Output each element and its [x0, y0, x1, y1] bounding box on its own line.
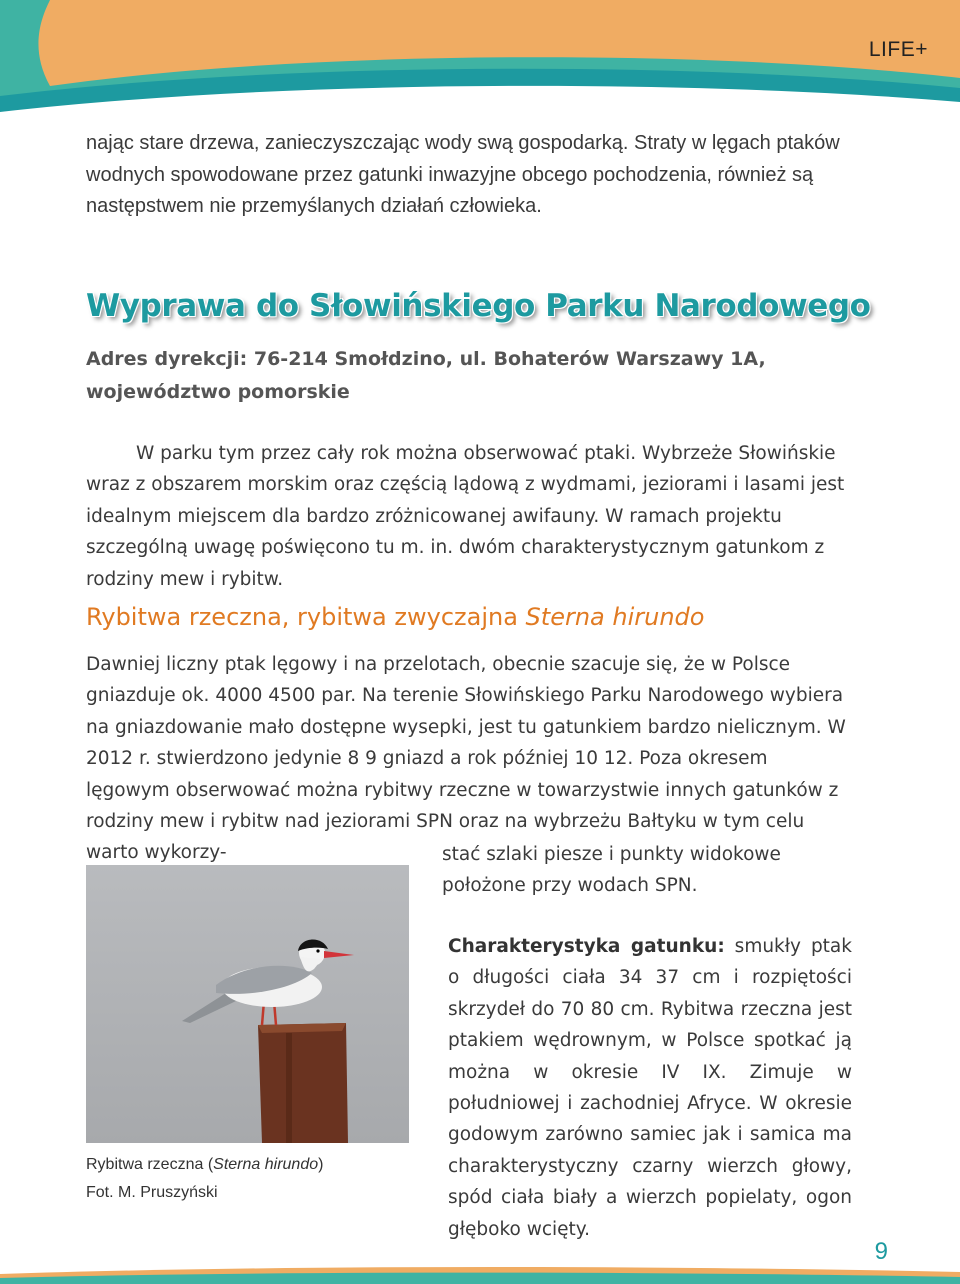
header-label: LIFE+: [868, 38, 928, 61]
header-wave-decoration: [0, 0, 960, 120]
header-band: [0, 0, 960, 120]
address-block: [86, 343, 876, 409]
caption-suffix: ): [318, 1156, 324, 1173]
species-common-name: Rybitwa rzeczna, rybitwa zwyczajna: [86, 603, 526, 631]
address-line-1: Adres dyrekcji: 76-214 Smołdzino, ul. Bohaterów Warszawy 1A,: [86, 348, 766, 370]
body-paragraph-2: Dawniej liczny ptak lęgowy i na przelotach, obecnie szacuje się, że w Polsce gniazduje ok. 4000 4500 par. Na terenie Słowińskiego Parku Narodowego wybiera na gniazdowanie mało dostępne wysepki, jest tu gatunkiem bardzo nielicznym. W 2012 r. stwierdzono jedynie 8 9 gniazd a rok później 10 12. Poza okresem lęgowym obserwować można rybitwy rzeczne w towarzystwie innych gatunków z rodziny mew i rybitw nad jeziorami SPN oraz na wybrzeżu Bałtyku w tym celu warto wykorzy-: [86, 654, 846, 864]
tern-photo: [86, 865, 409, 1143]
caption-prefix: Rybitwa rzeczna (: [86, 1156, 214, 1173]
page-number: 9: [874, 1238, 888, 1265]
address-line-2: województwo pomorskie: [86, 381, 350, 403]
species-heading: [86, 603, 704, 631]
photo-caption: [86, 1151, 426, 1207]
species-latin-name: Sterna hirundo: [525, 603, 705, 631]
body-paragraph-1-text: W parku tym przez cały rok można obserwować ptaki. Wybrzeże Słowińskie wraz z obszarem morskim oraz częścią lądową z wydmami, jeziorami i lasami jest idealnym miejscem dla bardzo zróżnicowanej awifauny. W ramach projektu szczególną uwagę poświęcono tu m. in. dwóm charakterystycznym gatunkom z rodziny mew i rybitw.: [86, 443, 845, 590]
body-paragraph-2-continued: stać szlaki piesze i punkty widokowe położone przy wodach SPN.: [442, 844, 781, 897]
characteristics-text: smukły ptak o długości ciała 34 37 cm i rozpiętości skrzydeł do 70 80 cm. Rybitwa rzeczna jest ptakiem wędrownym, w Polsce spotkać ją można w okresie IV IX. Zimuje w południowej i zachodniej Afryce. W okresie godowym zarówno samiec jak i samica ma charakterystyczny czarny wierzch głowy, spód ciała biały a wierzch popielaty, ogon głęboko wcięty.: [448, 936, 852, 1240]
characteristics-lead: Charakterystyka gatunku:: [448, 936, 725, 957]
caption-latin: Sterna hirundo: [213, 1156, 319, 1173]
footer-wave-decoration: [0, 1262, 960, 1284]
body-paragraph-1: [86, 438, 856, 595]
page-title: Wyprawa do Słowińskiego Parku Narodowego: [86, 288, 871, 324]
intro-paragraph: nając stare drzewa, zanieczyszczając wody swą gospodarką. Straty w lęgach ptaków wodnych spowodowane przez gatunki inwazyjne obcego pochodzenia, również są następstwem nie przemyślanych działań człowieka.: [86, 132, 840, 217]
caption-title: [86, 1151, 426, 1179]
characteristics-block: [448, 931, 852, 1245]
caption-credit: Fot. M. Pruszyński: [86, 1184, 218, 1201]
